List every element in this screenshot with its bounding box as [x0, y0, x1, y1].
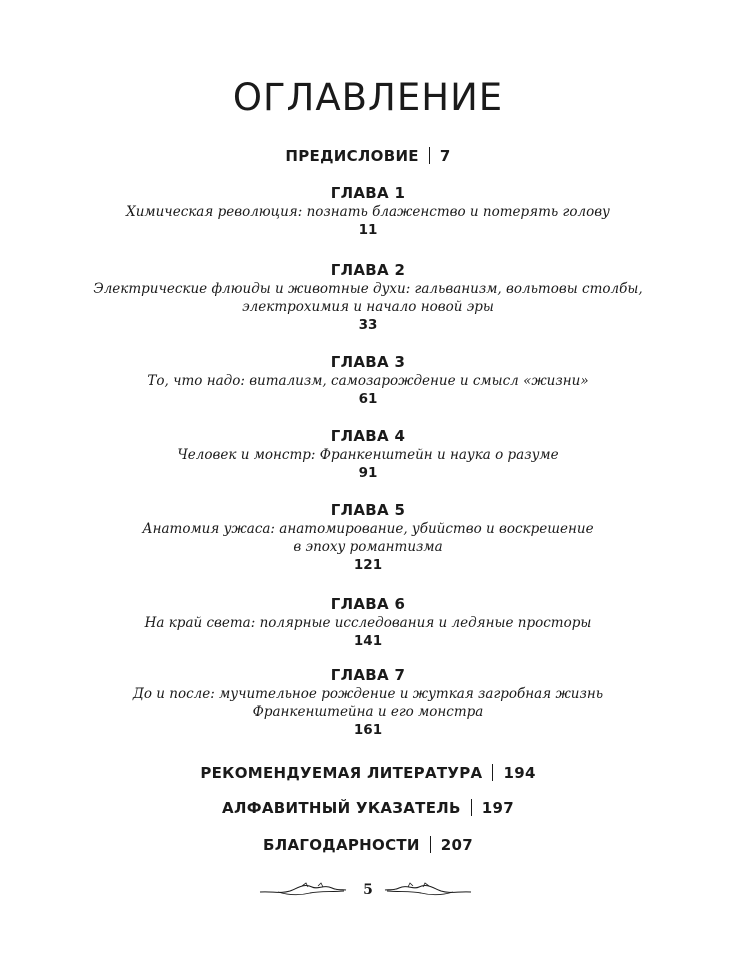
chapter-description-line: То, что надо: витализм, самозарождение и смысл «жизни»	[147, 373, 589, 389]
back-matter-page: 197	[481, 799, 514, 817]
back-matter-label: АЛФАВИТНЫЙ УКАЗАТЕЛЬ	[222, 799, 461, 817]
separator-bar	[492, 764, 493, 781]
chapter-label: ГЛАВА 1	[330, 184, 406, 202]
back-matter-label: БЛАГОДАРНОСТИ	[263, 836, 420, 854]
chapter-label: ГЛАВА 3	[330, 353, 406, 371]
chapter-label: ГЛАВА 5	[330, 501, 406, 519]
chapter-page: 61	[358, 391, 378, 407]
right-flourish-icon	[383, 880, 473, 904]
preface-page: 7	[439, 147, 451, 165]
chapter-description-line: в эпоху романтизма	[293, 539, 443, 555]
separator-bar	[429, 147, 430, 164]
toc-index	[0, 798, 736, 818]
page-title: ОГЛАВЛЕНИЕ	[232, 76, 504, 119]
toc-chapter-6	[0, 594, 736, 650]
chapter-page: 11	[358, 222, 378, 238]
toc-preface	[0, 146, 736, 166]
toc-chapter-5	[0, 500, 736, 574]
separator-bar	[471, 799, 472, 816]
chapter-page: 33	[358, 317, 378, 333]
toc-chapter-7	[0, 665, 736, 739]
chapter-description-line: На край света: полярные исследования и ледяные просторы	[144, 615, 592, 631]
chapter-label: ГЛАВА 7	[330, 666, 406, 684]
preface-label: ПРЕДИСЛОВИЕ	[285, 147, 419, 165]
page-number: 5	[363, 882, 373, 898]
chapter-label: ГЛАВА 6	[330, 595, 406, 613]
chapter-description-line: Человек и монстр: Франкенштейн и наука о разуме	[177, 447, 559, 463]
back-matter-label: РЕКОМЕНДУЕМАЯ ЛИТЕРАТУРА	[200, 764, 483, 782]
toc-chapter-4	[0, 426, 736, 482]
chapter-label: ГЛАВА 4	[330, 427, 406, 445]
page-footer	[0, 880, 736, 904]
toc-chapter-2	[0, 260, 736, 334]
chapter-description-line: Франкенштейна и его монстра	[252, 704, 484, 720]
chapter-page: 121	[353, 557, 383, 573]
chapter-description-line: Химическая революция: познать блаженство и потерять голову	[126, 204, 610, 220]
chapter-description-line: Электрические флюиды и животные духи: гальванизм, вольтовы столбы,	[93, 281, 643, 297]
toc-chapter-1	[0, 183, 736, 239]
toc-recommended-reading	[0, 763, 736, 783]
toc-acknowledgements	[0, 835, 736, 855]
chapter-description-line: До и после: мучительное рождение и жуткая загробная жизнь	[132, 686, 604, 702]
back-matter-page: 194	[503, 764, 536, 782]
chapter-page: 161	[353, 722, 383, 738]
chapter-description-line: электрохимия и начало новой эры	[242, 299, 494, 315]
chapter-description-line: Анатомия ужаса: анатомирование, убийство и воскрешение	[142, 521, 594, 537]
chapter-page: 91	[358, 465, 378, 481]
chapter-page: 141	[353, 633, 383, 649]
back-matter-page: 207	[440, 836, 473, 854]
separator-bar	[430, 836, 431, 853]
toc-chapter-3	[0, 352, 736, 408]
chapter-label: ГЛАВА 2	[330, 261, 406, 279]
